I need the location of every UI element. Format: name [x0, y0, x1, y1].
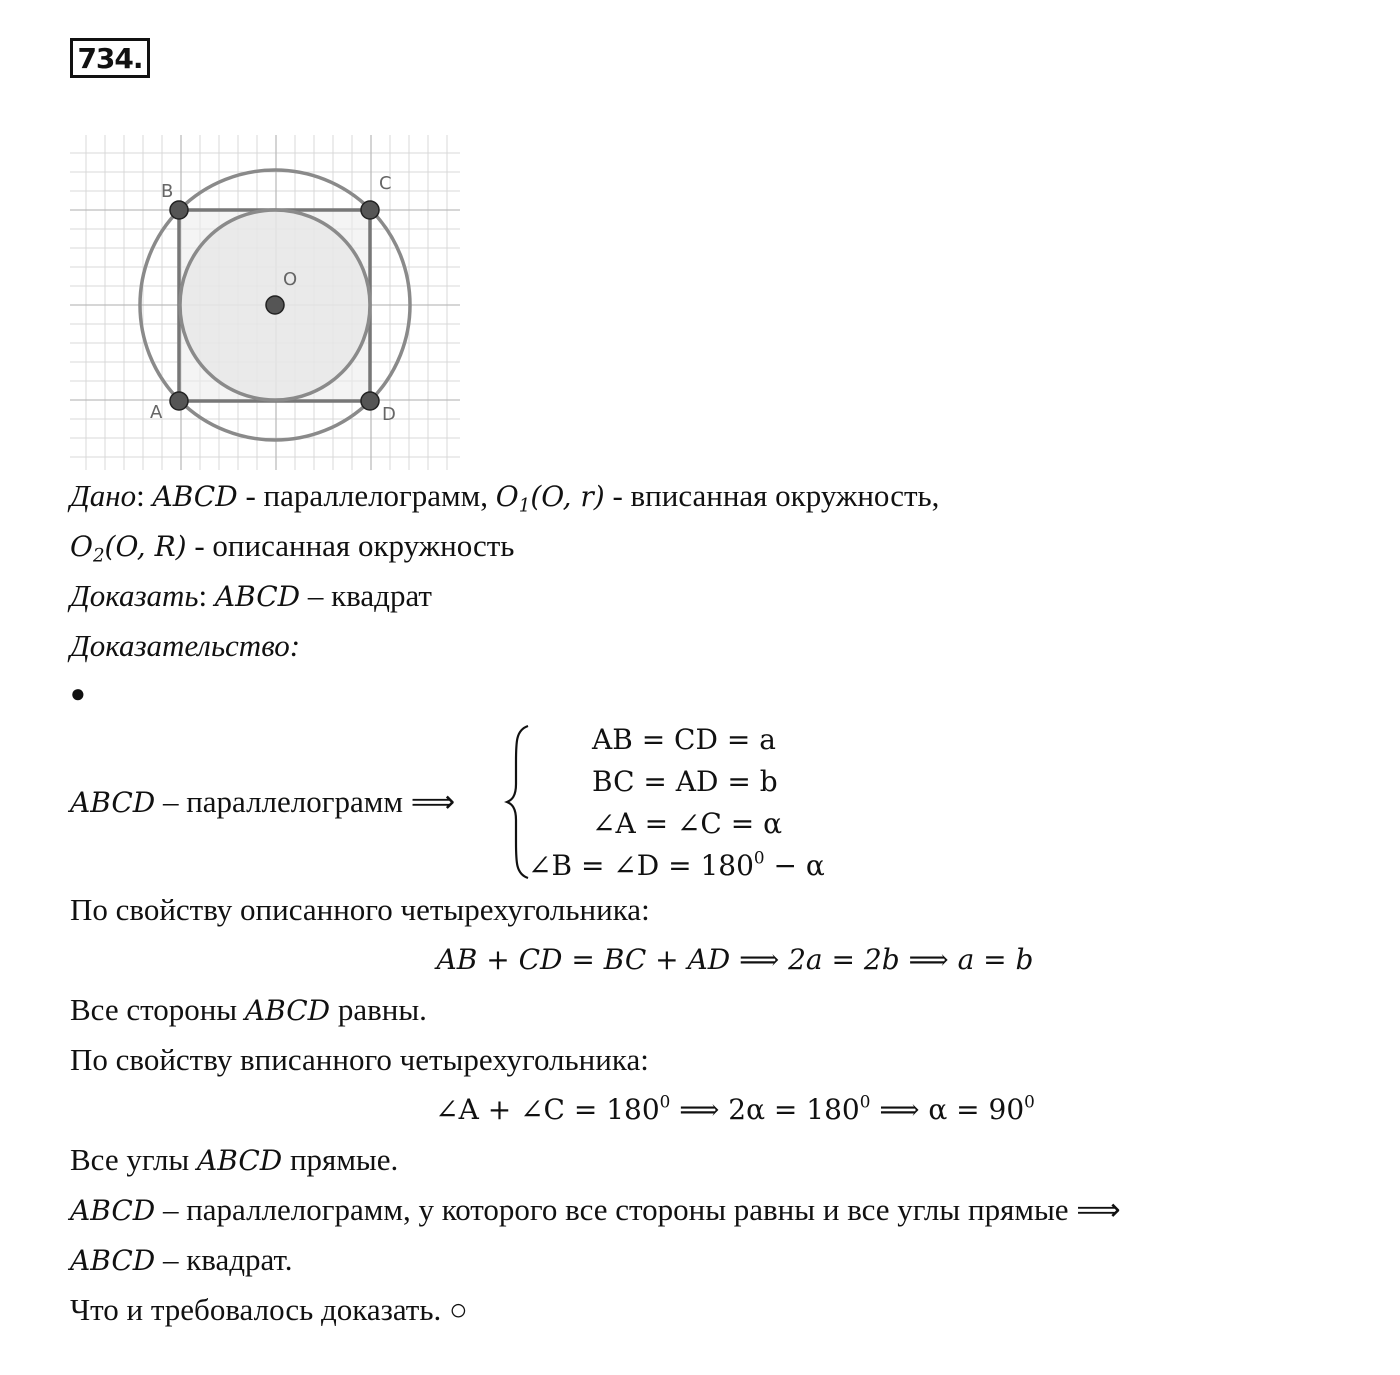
- label-b: B: [161, 181, 174, 202]
- point-c: [361, 201, 379, 219]
- system-line-3: ∠A = ∠C = α: [592, 807, 782, 840]
- given-label: Дано: [70, 478, 137, 513]
- geometry-figure: [70, 135, 460, 470]
- point-d: [361, 392, 379, 410]
- system-lhs: [70, 782, 455, 823]
- prove-line: Доказать: ABCD – квадрат: [70, 578, 432, 613]
- problem-number: 734.: [70, 38, 150, 78]
- system-line-2: BC = AD = b: [592, 765, 778, 798]
- step2-formula: ∠A + ∠C = $180^0$ ⟹ $2\alpha = 180^0$ ⟹ $\alpha = 90^0$: [435, 1091, 1035, 1126]
- step2-conclusion: Все углы ABCD прямые.: [70, 1142, 399, 1177]
- prove-quad: ABCD: [214, 580, 301, 613]
- system-line-4: ∠B = ∠D = $180^0 - \alpha$: [528, 847, 825, 882]
- label-d: D: [382, 404, 396, 425]
- final-line-1: ABCD – параллелограмм, у которого все стороны равны и все углы прямые ⟹: [70, 1192, 1121, 1227]
- circle1-name: $O_1(O$, r): [495, 480, 605, 517]
- given-text-3: - описанная окружность: [186, 528, 515, 563]
- system-lhs-text: – параллелограмм ⟹: [155, 784, 456, 819]
- point-a: [170, 392, 188, 410]
- step1-text: По свойству описанного четырехугольника:: [70, 892, 650, 927]
- point-b: [170, 201, 188, 219]
- given-line-1: Дано: ABCD - параллелограмм, $O_1(O$, r) - вписанная окружность,: [70, 478, 940, 517]
- prove-text: – квадрат: [300, 578, 432, 613]
- label-o: O: [283, 269, 298, 290]
- given-text-2: - вписанная окружность,: [604, 478, 940, 513]
- system-line-1: AB = CD = a: [592, 723, 776, 756]
- prove-label: Доказать: [70, 578, 199, 613]
- given-text-1: - параллелограмм,: [237, 478, 496, 513]
- label-c: C: [379, 173, 392, 194]
- step1-conclusion: Все стороны ABCD равны.: [70, 992, 427, 1027]
- point-o: [266, 296, 284, 314]
- proof-label: Доказательство:: [70, 628, 301, 663]
- system-lhs-quad: ABCD: [70, 786, 156, 819]
- label-a: A: [150, 402, 163, 423]
- step2-text: По свойству вписанного четырехугольника:: [70, 1042, 649, 1077]
- given-line-2: [70, 526, 514, 567]
- final-line-2: ABCD – квадрат.: [70, 1242, 293, 1277]
- given-quad: ABCD: [152, 480, 238, 513]
- circle2-name: $O_2(O$, R): [70, 530, 187, 567]
- step1-formula: AB + CD = BC + AD ⟹ 2a = 2b ⟹ a = b: [436, 943, 1034, 976]
- bullet: ●: [70, 679, 86, 708]
- qed-line: Что и требовалось доказать. ○: [70, 1292, 468, 1327]
